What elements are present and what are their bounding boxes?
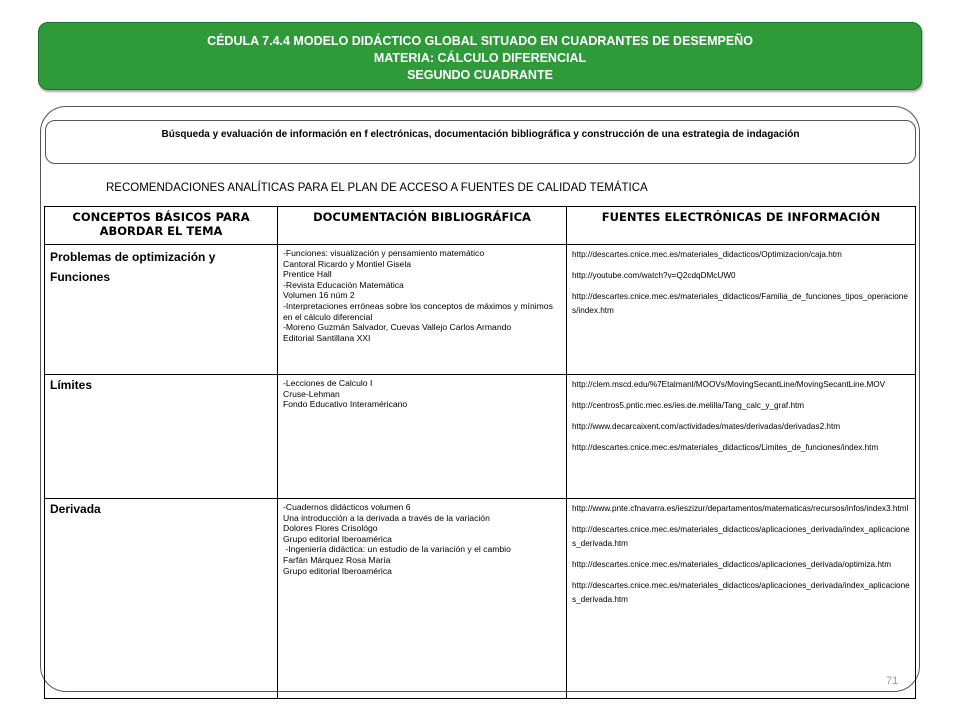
title-banner xyxy=(38,22,922,90)
bibliography-line: -Ingeniería didáctica: un estudio de la variación y el cambio xyxy=(283,544,511,555)
bibliography-line: Cruse-Lehman xyxy=(283,388,340,399)
bibliography-line: Prentice Hall xyxy=(283,269,332,280)
header-concepts: CONCEPTOS BÁSICOS PARA ABORDAR EL TEMA xyxy=(45,207,278,245)
header-bibliography: DOCUMENTACIÓN BIBLIOGRÁFICA xyxy=(278,207,567,245)
bibliography-cell xyxy=(278,245,567,375)
page-number: 71 xyxy=(886,675,899,687)
source-link[interactable]: http://www.decarcaixent.com/actividades/mates/derivadas/derivadas2.htm xyxy=(572,422,841,431)
concept-cell: Problemas de optimización y Funciones xyxy=(45,245,278,375)
bibliography-cell xyxy=(278,499,567,699)
source-link[interactable]: http://descartes.cnice.mec.es/materiales_didacticos/Limites_de_funciones/index.htm xyxy=(572,443,879,452)
bibliography-line: Fondo Educativo Interaméricano xyxy=(283,399,408,410)
bibliography-line: Dolores Flores Crisológo xyxy=(283,523,378,534)
source-link[interactable]: http://descartes.cnice.mec.es/materiales_didacticos/aplicaciones_derivada/index_aplicaciones_derivada.htm xyxy=(572,581,910,604)
table-row xyxy=(45,375,916,499)
electronic-sources-cell xyxy=(567,375,916,499)
bibliography-line: -Revista Educación Matemática xyxy=(283,279,404,290)
bibliography-line: Editorial Santillana XXI xyxy=(283,332,371,343)
source-link[interactable]: http://clem.mscd.edu/%7Etalmanl/MOOVs/MovingSecantLine/MovingSecantLine.MOV xyxy=(572,380,886,389)
header-electronic-sources: FUENTES ELECTRÓNICAS DE INFORMACIÓN xyxy=(567,207,916,245)
sources-table xyxy=(44,206,916,699)
table-header-row xyxy=(45,207,916,245)
bibliography-line: -Funciones: visualización y pensamiento matemático xyxy=(283,248,485,258)
bibliography-line: Grupo editorial Iberoamérica xyxy=(283,565,392,576)
source-link[interactable]: http://descartes.cnice.mec.es/materiales_didacticos/aplicaciones_derivada/index_aplicaciones_derivada.htm xyxy=(572,525,910,548)
source-link[interactable]: http://descartes.cnice.mec.es/materiales_didacticos/Optimizacion/caja.htm xyxy=(572,250,842,259)
concept-cell: Límites xyxy=(45,375,278,499)
table-row xyxy=(45,499,916,699)
bibliography-line: -Cuadernos didácticos volumen 6 xyxy=(283,502,411,512)
bibliography-line: -Moreno Guzmán Salvador, Cuevas Vallejo Carlos Armando xyxy=(283,322,512,333)
search-strategy-box xyxy=(45,120,916,164)
bibliography-line: Grupo editorial Iberoamérica xyxy=(283,533,392,544)
title-line-cedula: CÉDULA 7.4.4 MODELO DIDÁCTICO GLOBAL SITUADO EN CUADRANTES DE DESEMPEÑO xyxy=(207,34,753,48)
bibliography-line: -Lecciones de Calculo I xyxy=(283,378,373,388)
source-link[interactable]: http://descartes.cnice.mec.es/materiales_didacticos/aplicaciones_derivada/optimiza.htm xyxy=(572,560,892,569)
title-line-materia: MATERIA: CÁLCULO DIFERENCIAL xyxy=(373,51,587,65)
title-line-cuadrante: SEGUNDO CUADRANTE xyxy=(407,68,553,82)
source-link[interactable]: http://www.pnte.cfnavarra.es/ieszizur/departamentos/matematicas/recursos/infos/index3.html xyxy=(572,504,909,513)
table-row xyxy=(45,245,916,375)
bibliography-line: Una introducción a la derivada a través de la variación xyxy=(283,512,490,523)
search-strategy-text: Búsqueda y evaluación de información en f electrónicas, documentación bibliográfica y construcción de una estrategia de indagación xyxy=(161,129,800,140)
concept-cell: Derivada xyxy=(45,499,278,699)
bibliography-line: Farfán Márquez Rosa María xyxy=(283,554,391,565)
source-link[interactable]: http://youtube.com/watch?v=Q2cdqDMcUW0 xyxy=(572,271,736,280)
electronic-sources-cell xyxy=(567,499,916,699)
source-link[interactable]: http://descartes.cnice.mec.es/materiales_didacticos/Familia_de_funciones_tipos_operaciones/index.htm xyxy=(572,292,908,315)
recommendations-title: RECOMENDACIONES ANALÍTICAS PARA EL PLAN DE ACCESO A FUENTES DE CALIDAD TEMÁTICA xyxy=(106,182,648,194)
source-link[interactable]: http://centros5.pntic.mec.es/ies.de.melilla/Tang_calc_y_graf.htm xyxy=(572,401,805,410)
bibliography-line: Cantoral Ricardo y Montiel Gisela xyxy=(283,258,412,269)
electronic-sources-cell xyxy=(567,245,916,375)
bibliography-line: -Interpretaciones erróneas sobre los conceptos de máximos y mínimos en el cálculo diferencial xyxy=(283,300,556,322)
bibliography-cell xyxy=(278,375,567,499)
bibliography-line: Volumen 16 núm 2 xyxy=(283,290,355,301)
